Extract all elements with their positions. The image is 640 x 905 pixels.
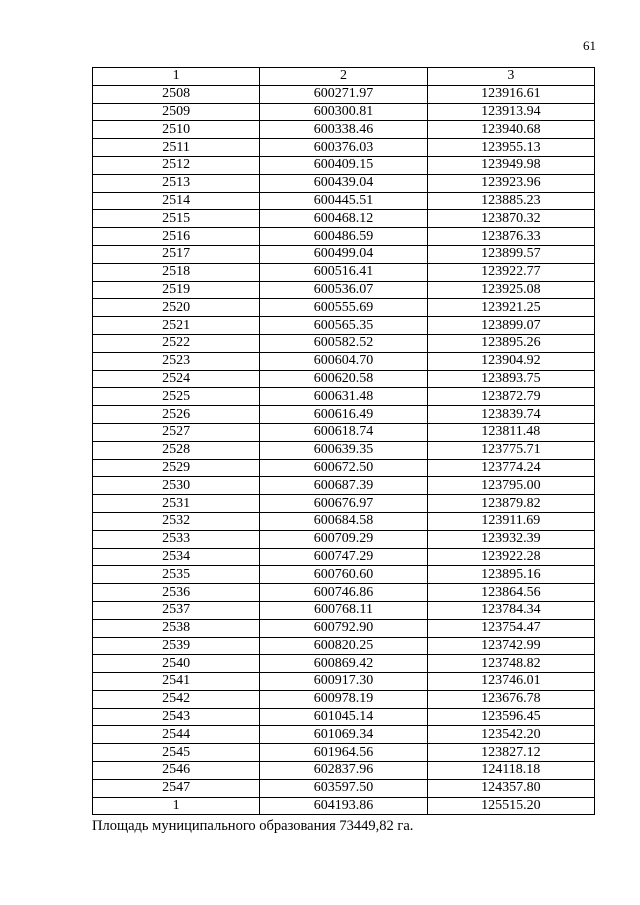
table-cell-col-3: 123895.16 [427,566,594,584]
table-row [93,708,595,726]
table-cell-col-1: 2520 [93,299,260,317]
table-cell-col-3: 125515.20 [427,797,594,815]
table-cell-col-1: 2523 [93,352,260,370]
table-row [93,548,595,566]
table-cell-col-1: 2529 [93,459,260,477]
table-cell-col-1: 1 [93,797,260,815]
table-row [93,121,595,139]
table-row [93,459,595,477]
table-cell-col-1: 2518 [93,263,260,281]
table-cell-col-2: 600709.29 [260,530,427,548]
table-cell-col-2: 600486.59 [260,228,427,246]
table-cell-col-1: 2541 [93,673,260,691]
table-row [93,263,595,281]
table-cell-col-2: 604193.86 [260,797,427,815]
table-cell-col-1: 2511 [93,139,260,157]
table-cell-col-2: 600439.04 [260,174,427,192]
table-cell-col-2: 600672.50 [260,459,427,477]
table-cell-col-1: 2540 [93,655,260,673]
table-cell-col-2: 600768.11 [260,601,427,619]
table-cell-col-3: 123864.56 [427,584,594,602]
table-cell-col-2: 600555.69 [260,299,427,317]
table-row [93,779,595,797]
table-row [93,655,595,673]
table-cell-col-1: 2509 [93,103,260,121]
table-cell-col-3: 123774.24 [427,459,594,477]
table-cell-col-3: 123870.32 [427,210,594,228]
table-cell-col-1: 2525 [93,388,260,406]
table-cell-col-1: 2519 [93,281,260,299]
table-row [93,762,595,780]
table-cell-col-2: 600536.07 [260,281,427,299]
table-row [93,744,595,762]
table-row [93,584,595,602]
table-cell-col-2: 600687.39 [260,477,427,495]
table-cell-col-1: 2545 [93,744,260,762]
table-cell-col-3: 123748.82 [427,655,594,673]
table-row [93,370,595,388]
table-row [93,352,595,370]
table-row [93,726,595,744]
table-cell-col-2: 600978.19 [260,690,427,708]
table-cell-col-2: 600760.60 [260,566,427,584]
table-cell-col-3: 124118.18 [427,762,594,780]
table-cell-col-2: 600746.86 [260,584,427,602]
table-cell-col-3: 123955.13 [427,139,594,157]
table-cell-col-1: 2513 [93,174,260,192]
table-cell-col-1: 2510 [93,121,260,139]
table-row [93,245,595,263]
table-row [93,690,595,708]
table-cell-col-2: 600300.81 [260,103,427,121]
table-cell-col-1: 2516 [93,228,260,246]
table-cell-col-1: 2531 [93,495,260,513]
table-cell-col-3: 124357.80 [427,779,594,797]
table-cell-col-1: 2544 [93,726,260,744]
table-header-row [93,68,595,86]
table-cell-col-3: 123795.00 [427,477,594,495]
table-cell-col-3: 123895.26 [427,334,594,352]
table-cell-col-1: 2514 [93,192,260,210]
table-cell-col-2: 600338.46 [260,121,427,139]
table-row [93,601,595,619]
page-number: 61 [583,38,596,53]
table-cell-col-3: 123872.79 [427,388,594,406]
table-cell-col-1: 2547 [93,779,260,797]
table-row [93,174,595,192]
table-cell-col-2: 601069.34 [260,726,427,744]
table-cell-col-3: 123949.98 [427,156,594,174]
table-row [93,156,595,174]
table-cell-col-2: 600820.25 [260,637,427,655]
table-cell-col-1: 2546 [93,762,260,780]
table-cell-col-1: 2542 [93,690,260,708]
table-cell-col-2: 600631.48 [260,388,427,406]
table-row [93,210,595,228]
table-cell-col-1: 2512 [93,156,260,174]
table-cell-col-3: 123827.12 [427,744,594,762]
column-header-1: 1 [93,68,260,86]
table-row [93,139,595,157]
table-cell-col-3: 123916.61 [427,85,594,103]
table-row [93,637,595,655]
table-cell-col-2: 600582.52 [260,334,427,352]
table-cell-col-2: 600376.03 [260,139,427,157]
table-cell-col-3: 123879.82 [427,495,594,513]
table-cell-col-2: 600616.49 [260,406,427,424]
table-cell-col-1: 2527 [93,423,260,441]
table-cell-col-3: 123921.25 [427,299,594,317]
table-cell-col-1: 2538 [93,619,260,637]
table-cell-col-2: 600499.04 [260,245,427,263]
table-cell-col-3: 123913.94 [427,103,594,121]
table-cell-col-2: 600271.97 [260,85,427,103]
table-row [93,334,595,352]
table-cell-col-3: 123940.68 [427,121,594,139]
table-cell-col-2: 602837.96 [260,762,427,780]
table-row [93,441,595,459]
table-cell-col-1: 2543 [93,708,260,726]
table-cell-col-1: 2521 [93,317,260,335]
table-cell-col-2: 600620.58 [260,370,427,388]
table-cell-col-3: 123925.08 [427,281,594,299]
table-cell-col-3: 123885.23 [427,192,594,210]
table-cell-col-2: 600516.41 [260,263,427,281]
table-cell-col-1: 2537 [93,601,260,619]
table-cell-col-1: 2528 [93,441,260,459]
table-cell-col-3: 123839.74 [427,406,594,424]
table-cell-col-3: 123911.69 [427,512,594,530]
table-cell-col-1: 2533 [93,530,260,548]
table-row [93,103,595,121]
table-cell-col-1: 2536 [93,584,260,602]
table-cell-col-1: 2530 [93,477,260,495]
table-cell-col-1: 2532 [93,512,260,530]
table-cell-col-1: 2524 [93,370,260,388]
table-cell-col-1: 2515 [93,210,260,228]
table-cell-col-3: 123876.33 [427,228,594,246]
table-cell-col-3: 123899.07 [427,317,594,335]
table-cell-col-2: 600676.97 [260,495,427,513]
table-cell-col-2: 600792.90 [260,619,427,637]
table-row [93,388,595,406]
table-cell-col-3: 123893.75 [427,370,594,388]
table-cell-col-1: 2522 [93,334,260,352]
table-cell-col-3: 123922.77 [427,263,594,281]
table-row [93,299,595,317]
table-cell-col-3: 123811.48 [427,423,594,441]
table-row [93,317,595,335]
table-row [93,406,595,424]
column-header-3: 3 [427,68,594,86]
table-row [93,530,595,548]
table-cell-col-2: 600618.74 [260,423,427,441]
table-cell-col-3: 123922.28 [427,548,594,566]
table-row [93,477,595,495]
table-cell-col-3: 123775.71 [427,441,594,459]
table-cell-col-3: 123932.39 [427,530,594,548]
table-cell-col-3: 123542.20 [427,726,594,744]
table-cell-col-1: 2539 [93,637,260,655]
table-cell-col-1: 2508 [93,85,260,103]
table-cell-col-3: 123676.78 [427,690,594,708]
table-cell-col-2: 600684.58 [260,512,427,530]
table-row [93,619,595,637]
table-cell-col-3: 123746.01 [427,673,594,691]
table-cell-col-2: 601045.14 [260,708,427,726]
table-row [93,495,595,513]
table-cell-col-2: 600565.35 [260,317,427,335]
table-row [93,423,595,441]
coordinates-table [92,67,595,815]
table-cell-col-1: 2526 [93,406,260,424]
table-row [93,85,595,103]
table-cell-col-3: 123899.57 [427,245,594,263]
table-row [93,673,595,691]
table-cell-col-2: 601964.56 [260,744,427,762]
table-row [93,192,595,210]
table-row [93,228,595,246]
table-cell-col-3: 123923.96 [427,174,594,192]
table-cell-col-3: 123742.99 [427,637,594,655]
table-cell-col-2: 600468.12 [260,210,427,228]
column-header-2: 2 [260,68,427,86]
table-cell-col-2: 603597.50 [260,779,427,797]
table-cell-col-3: 123754.47 [427,619,594,637]
table-cell-col-3: 123904.92 [427,352,594,370]
table-cell-col-2: 600747.29 [260,548,427,566]
table-cell-col-1: 2534 [93,548,260,566]
table-cell-col-2: 600604.70 [260,352,427,370]
table-row [93,281,595,299]
table-cell-col-1: 2535 [93,566,260,584]
table-cell-col-2: 600445.51 [260,192,427,210]
table-cell-col-2: 600409.15 [260,156,427,174]
table-body [93,85,595,815]
table-row [93,566,595,584]
table-cell-col-2: 600917.30 [260,673,427,691]
table-row [93,512,595,530]
table-cell-col-2: 600639.35 [260,441,427,459]
table-cell-col-3: 123784.34 [427,601,594,619]
table-cell-col-3: 123596.45 [427,708,594,726]
footer-note: Площадь муниципального образования 73449,82 га. [92,818,414,834]
table-cell-col-1: 2517 [93,245,260,263]
table-row [93,797,595,815]
table-cell-col-2: 600869.42 [260,655,427,673]
